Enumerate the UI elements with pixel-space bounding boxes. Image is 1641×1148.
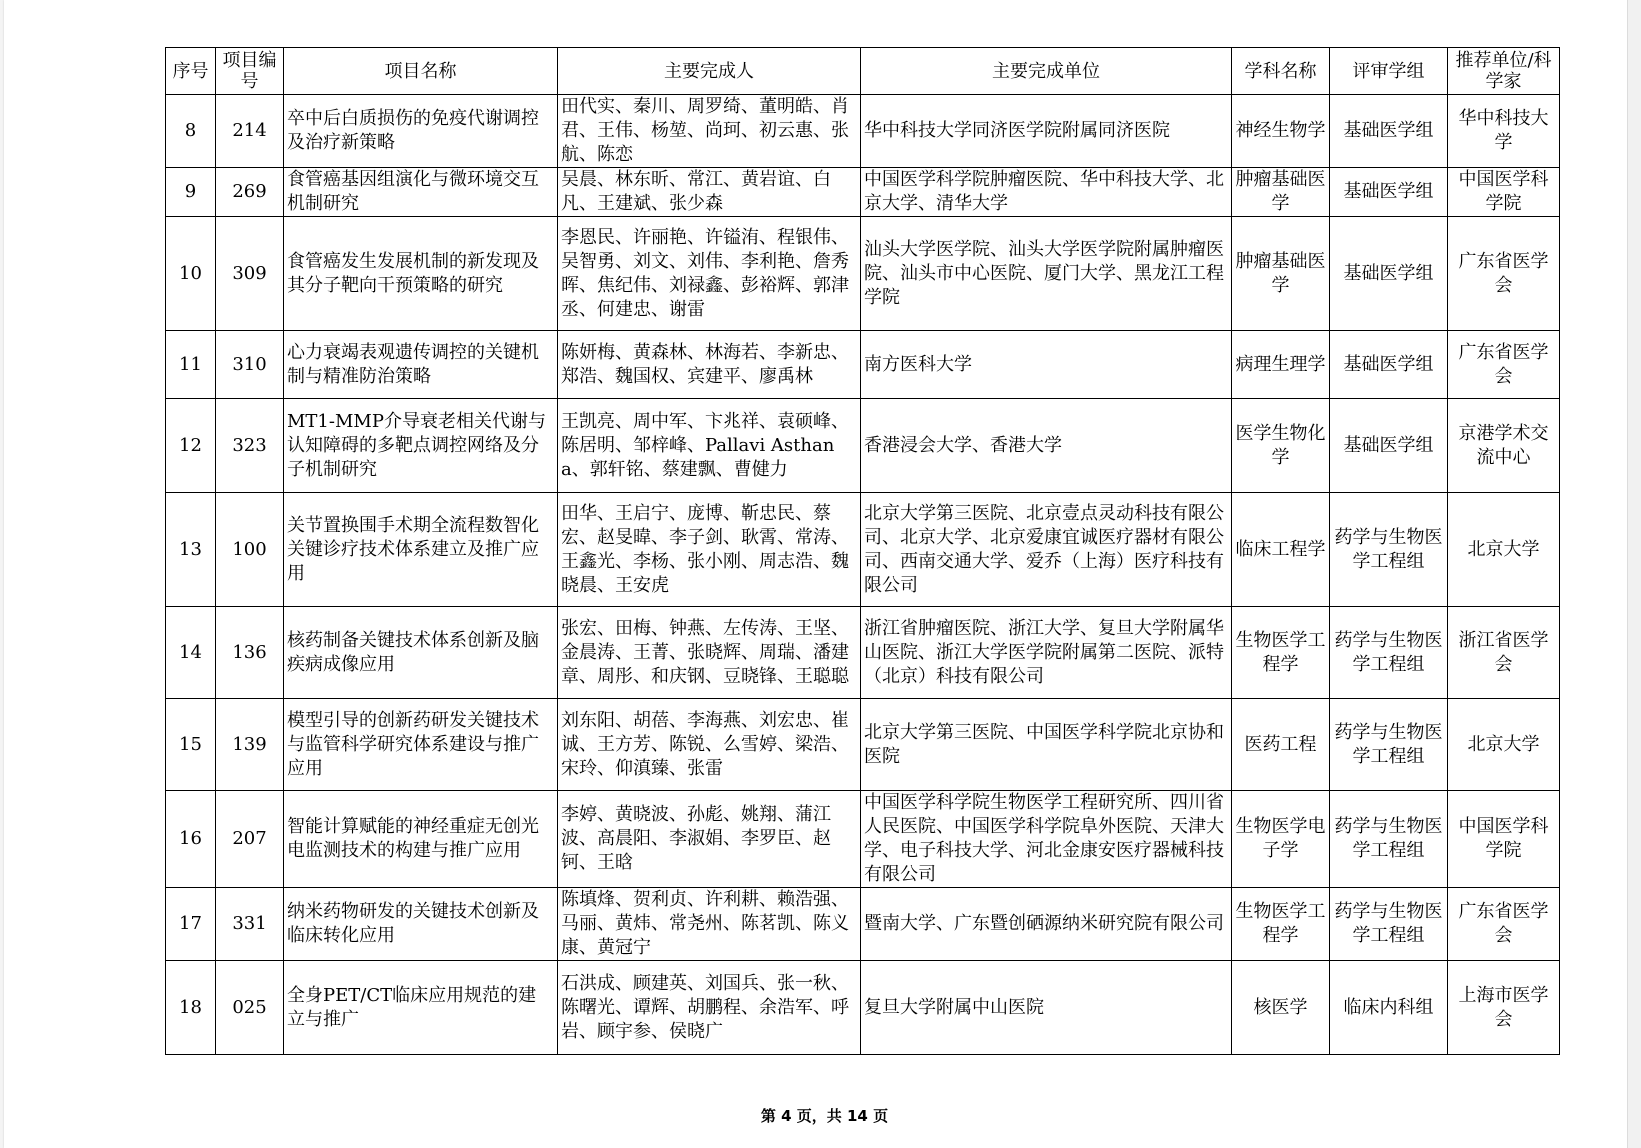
row-group: 基础医学组 — [1330, 331, 1448, 399]
row-code: 323 — [216, 399, 284, 493]
row-seq: 17 — [166, 888, 216, 961]
row-recommender: 上海市医学会 — [1448, 961, 1560, 1055]
header-code: 项目编号 — [216, 48, 284, 95]
row-code: 025 — [216, 961, 284, 1055]
row-units: 中国医学科学院肿瘤医院、华中科技大学、北京大学、清华大学 — [861, 168, 1232, 217]
row-name: MT1-MMP介导衰老相关代谢与认知障碍的多靶点调控网络及分子机制研究 — [284, 399, 558, 493]
row-group: 基础医学组 — [1330, 168, 1448, 217]
row-subject: 医学生物化学 — [1232, 399, 1330, 493]
row-people: 李婷、黄晓波、孙彪、姚翔、蒲江波、高晨阳、李淑娟、李罗臣、赵钶、王晗 — [558, 791, 861, 888]
row-name: 纳米药物研发的关键技术创新及临床转化应用 — [284, 888, 558, 961]
row-subject: 肿瘤基础医学 — [1232, 168, 1330, 217]
row-subject: 生物医学工程学 — [1232, 607, 1330, 699]
row-people: 陈填烽、贺利贞、许利耕、赖浩强、马丽、黄炜、常尧州、陈茗凯、陈义康、黄冠宁 — [558, 888, 861, 961]
table-row — [166, 888, 1560, 961]
row-units: 中国医学科学院生物医学工程研究所、四川省人民医院、中国医学科学院阜外医院、天津大学、电子科技大学、河北金康安医疗器械科技有限公司 — [861, 791, 1232, 888]
table-row — [166, 699, 1560, 791]
row-seq: 8 — [166, 95, 216, 168]
row-units: 复旦大学附属中山医院 — [861, 961, 1232, 1055]
document-page — [4, 0, 1628, 1148]
row-recommender: 中国医学科学院 — [1448, 791, 1560, 888]
row-seq: 15 — [166, 699, 216, 791]
row-group: 药学与生物医学工程组 — [1330, 699, 1448, 791]
row-name: 智能计算赋能的神经重症无创光电监测技术的构建与推广应用 — [284, 791, 558, 888]
row-name: 食管癌基因组演化与微环境交互机制研究 — [284, 168, 558, 217]
row-people: 陈妍梅、黄森林、林海若、李新忠、郑浩、魏国权、宾建平、廖禹林 — [558, 331, 861, 399]
row-seq: 18 — [166, 961, 216, 1055]
row-subject: 生物医学电子学 — [1232, 791, 1330, 888]
row-code: 100 — [216, 493, 284, 607]
row-name: 关节置换围手术期全流程数智化关键诊疗技术体系建立及推广应用 — [284, 493, 558, 607]
row-group: 药学与生物医学工程组 — [1330, 791, 1448, 888]
table-row — [166, 217, 1560, 331]
header-units: 主要完成单位 — [861, 48, 1232, 95]
row-name: 食管癌发生发展机制的新发现及其分子靶向干预策略的研究 — [284, 217, 558, 331]
table-row — [166, 331, 1560, 399]
row-name: 模型引导的创新药研发关键技术与监管科学研究体系建设与推广应用 — [284, 699, 558, 791]
row-units: 北京大学第三医院、中国医学科学院北京协和医院 — [861, 699, 1232, 791]
row-people: 刘东阳、胡蓓、李海燕、刘宏忠、崔诚、王方芳、陈锐、么雪婷、梁浩、宋玲、仰滇臻、张雷 — [558, 699, 861, 791]
row-name: 核药制备关键技术体系创新及脑疾病成像应用 — [284, 607, 558, 699]
row-units: 香港浸会大学、香港大学 — [861, 399, 1232, 493]
table-header-row — [166, 48, 1560, 95]
row-recommender: 华中科技大学 — [1448, 95, 1560, 168]
table-row — [166, 791, 1560, 888]
row-name: 心力衰竭表观遗传调控的关键机制与精准防治策略 — [284, 331, 558, 399]
header-group: 评审学组 — [1330, 48, 1448, 95]
row-subject: 医药工程 — [1232, 699, 1330, 791]
row-seq: 11 — [166, 331, 216, 399]
row-recommender: 浙江省医学会 — [1448, 607, 1560, 699]
row-code: 269 — [216, 168, 284, 217]
row-units: 南方医科大学 — [861, 331, 1232, 399]
row-units: 浙江省肿瘤医院、浙江大学、复旦大学附属华山医院、浙江大学医学院附属第二医院、派特（北京）科技有限公司 — [861, 607, 1232, 699]
row-recommender: 北京大学 — [1448, 493, 1560, 607]
row-code: 139 — [216, 699, 284, 791]
row-group: 基础医学组 — [1330, 217, 1448, 331]
table-row — [166, 493, 1560, 607]
row-people: 王凯亮、周中军、卞兆祥、袁硕峰、陈居明、邹梓峰、Pallavi Asthana、郭轩铭、蔡建飘、曹健力 — [558, 399, 861, 493]
table-row — [166, 961, 1560, 1055]
row-subject: 病理生理学 — [1232, 331, 1330, 399]
award-project-table — [165, 47, 1560, 1055]
row-units: 暨南大学、广东暨创硒源纳米研究院有限公司 — [861, 888, 1232, 961]
row-recommender: 广东省医学会 — [1448, 888, 1560, 961]
row-code: 207 — [216, 791, 284, 888]
row-units: 汕头大学医学院、汕头大学医学院附属肿瘤医院、汕头市中心医院、厦门大学、黑龙江工程学院 — [861, 217, 1232, 331]
row-code: 331 — [216, 888, 284, 961]
row-group: 基础医学组 — [1330, 95, 1448, 168]
table-row — [166, 607, 1560, 699]
row-people: 田华、王启宁、庞博、靳忠民、蔡宏、赵旻暐、李子剑、耿霄、常涛、王鑫光、李杨、张小刚、周志浩、魏晓晨、王安虎 — [558, 493, 861, 607]
row-code: 136 — [216, 607, 284, 699]
row-people: 吴晨、林东昕、常江、黄岩谊、白凡、王建斌、张少森 — [558, 168, 861, 217]
row-code: 310 — [216, 331, 284, 399]
row-recommender: 广东省医学会 — [1448, 217, 1560, 331]
table-row — [166, 95, 1560, 168]
row-seq: 16 — [166, 791, 216, 888]
row-people: 田代实、秦川、周罗绮、董明皓、肖君、王伟、杨堃、尚珂、初云惠、张航、陈恋 — [558, 95, 861, 168]
row-people: 石洪成、顾建英、刘国兵、张一秋、陈曙光、谭辉、胡鹏程、余浩军、呼岩、顾宇参、侯晓广 — [558, 961, 861, 1055]
row-subject: 肿瘤基础医学 — [1232, 217, 1330, 331]
row-recommender: 京港学术交流中心 — [1448, 399, 1560, 493]
row-group: 药学与生物医学工程组 — [1330, 607, 1448, 699]
row-subject: 神经生物学 — [1232, 95, 1330, 168]
header-people: 主要完成人 — [558, 48, 861, 95]
header-subject: 学科名称 — [1232, 48, 1330, 95]
row-name: 卒中后白质损伤的免疫代谢调控及治疗新策略 — [284, 95, 558, 168]
row-subject: 核医学 — [1232, 961, 1330, 1055]
row-subject: 临床工程学 — [1232, 493, 1330, 607]
row-people: 李恩民、许丽艳、许镒洧、程银伟、吴智勇、刘文、刘伟、李利艳、詹秀晖、焦纪伟、刘禄鑫、彭裕辉、郭津丞、何建忠、谢雷 — [558, 217, 861, 331]
row-recommender: 广东省医学会 — [1448, 331, 1560, 399]
scrollbar-track[interactable] — [1627, 0, 1641, 1148]
row-code: 214 — [216, 95, 284, 168]
row-group: 药学与生物医学工程组 — [1330, 888, 1448, 961]
header-name: 项目名称 — [284, 48, 558, 95]
table-row — [166, 399, 1560, 493]
row-group: 药学与生物医学工程组 — [1330, 493, 1448, 607]
row-people: 张宏、田梅、钟燕、左传涛、王坚、金晨涛、王菁、张晓辉、周瑞、潘建章、周彤、和庆钢、豆晓锋、王聪聪 — [558, 607, 861, 699]
row-seq: 14 — [166, 607, 216, 699]
page-number-footer: 第 4 页，共 14 页 — [760, 1107, 889, 1125]
row-code: 309 — [216, 217, 284, 331]
row-units: 北京大学第三医院、北京壹点灵动科技有限公司、北京大学、北京爱康宜诚医疗器材有限公司、西南交通大学、爱乔（上海）医疗科技有限公司 — [861, 493, 1232, 607]
row-subject: 生物医学工程学 — [1232, 888, 1330, 961]
row-seq: 10 — [166, 217, 216, 331]
row-seq: 12 — [166, 399, 216, 493]
header-recommender: 推荐单位/科学家 — [1448, 48, 1560, 95]
row-seq: 9 — [166, 168, 216, 217]
row-group: 临床内科组 — [1330, 961, 1448, 1055]
row-recommender: 中国医学科学院 — [1448, 168, 1560, 217]
row-units: 华中科技大学同济医学院附属同济医院 — [861, 95, 1232, 168]
table-row — [166, 168, 1560, 217]
row-recommender: 北京大学 — [1448, 699, 1560, 791]
header-seq: 序号 — [166, 48, 216, 95]
row-name: 全身PET/CT临床应用规范的建立与推广 — [284, 961, 558, 1055]
row-group: 基础医学组 — [1330, 399, 1448, 493]
row-seq: 13 — [166, 493, 216, 607]
